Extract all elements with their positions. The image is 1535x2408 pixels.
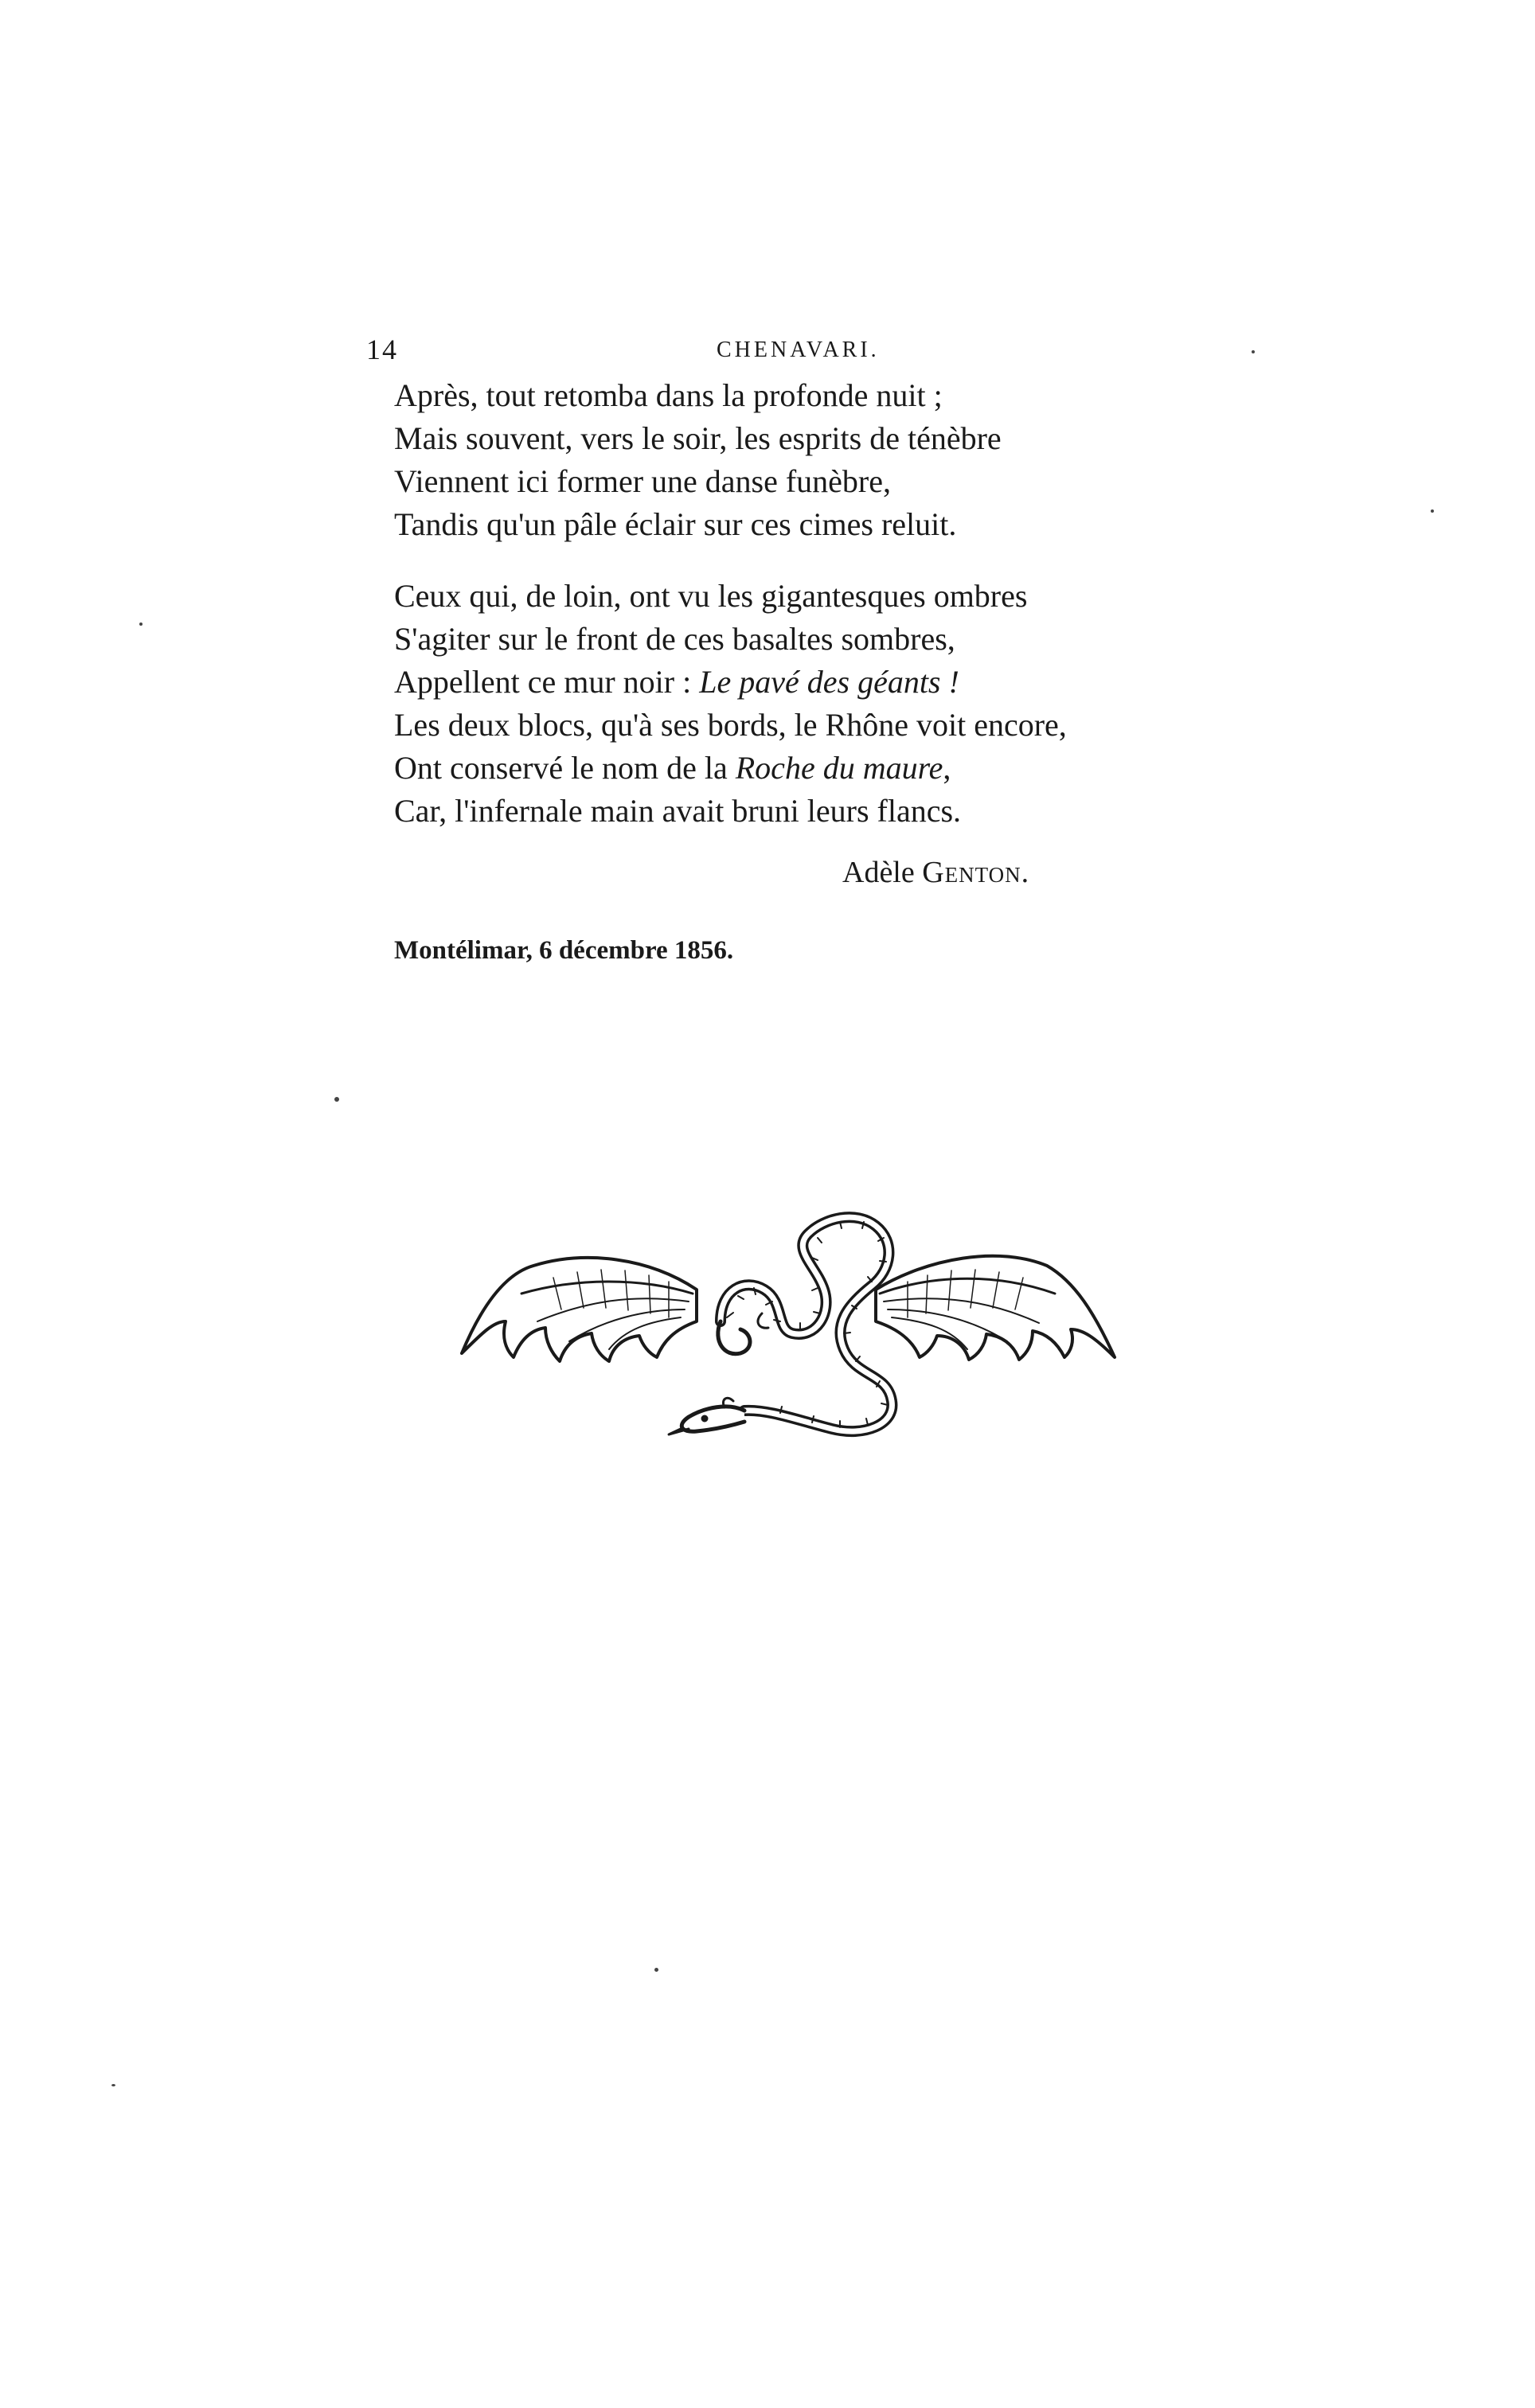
poem-line-with-italic	[394, 747, 1270, 790]
poem-line-text: Ont conservé le nom de la	[394, 750, 736, 786]
left-wing-icon	[462, 1258, 697, 1361]
dateline: Montélimar, 6 décembre 1856.	[394, 936, 734, 965]
italic-phrase: Le pavé des géants !	[699, 664, 959, 700]
winged-dragon-vignette-icon	[458, 1202, 1119, 1441]
ink-speck	[334, 1097, 339, 1102]
author-last-name: Genton.	[922, 856, 1030, 889]
stanza-2	[394, 575, 1270, 833]
italic-phrase: Roche du maure	[735, 750, 943, 786]
ink-speck	[111, 2084, 115, 2086]
poem-line: Mais souvent, vers le soir, les esprits de ténèbre	[394, 420, 1002, 456]
poem-line: Viennent ici former une danse funèbre,	[394, 463, 892, 499]
ink-speck	[139, 622, 143, 626]
author-first-name: Adèle	[842, 856, 915, 889]
poem-line: Après, tout retomba dans la profonde nuit ;	[394, 377, 943, 413]
poem-line-with-italic	[394, 661, 1270, 704]
page-number: 14	[366, 334, 398, 365]
dragon-head-icon	[682, 1407, 744, 1431]
running-title: CHENAVARI.	[717, 338, 880, 362]
stanza-1	[394, 374, 1270, 546]
poem-line-text: Appellent ce mur noir :	[394, 664, 700, 700]
author-signature	[842, 855, 1029, 890]
dragon-body-icon	[721, 1217, 892, 1431]
poem-line-text: ,	[943, 750, 951, 786]
poem-line: Tandis qu'un pâle éclair sur ces cimes reluit.	[394, 506, 957, 542]
running-header	[366, 333, 1210, 373]
ink-speck	[1252, 350, 1255, 353]
poem	[394, 374, 1270, 861]
poem-line: Car, l'infernale main avait bruni leurs flancs.	[394, 793, 962, 829]
ink-speck	[1431, 509, 1434, 513]
poem-line: Ceux qui, de loin, ont vu les gigantesques ombres	[394, 578, 1028, 614]
poem-line: S'agiter sur le front de ces basaltes sombres,	[394, 621, 955, 657]
ink-speck	[654, 1968, 658, 1972]
poem-line: Les deux blocs, qu'à ses bords, le Rhône voit encore,	[394, 707, 1067, 743]
